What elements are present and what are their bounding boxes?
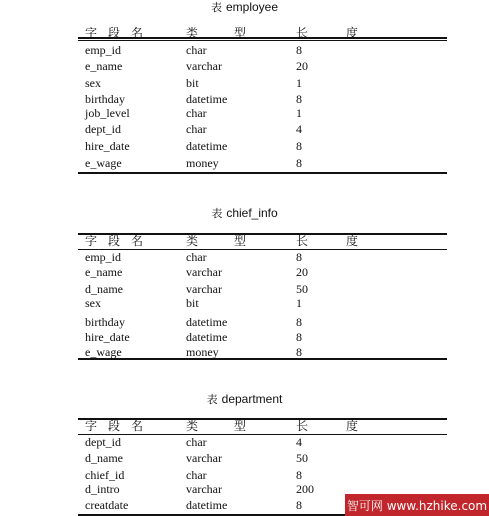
field-length-cell: 8 <box>296 139 302 153</box>
field-type-cell: datetime <box>186 92 228 106</box>
field-type-cell: char <box>186 468 207 482</box>
field-length-cell: 8 <box>296 345 302 359</box>
field-name-cell: birthday <box>85 92 125 106</box>
field-name-cell: birthday <box>85 315 125 329</box>
field-name-cell: e_wage <box>85 345 122 359</box>
field-type-cell: datetime <box>186 315 228 329</box>
column-header: 字段名 <box>85 419 155 433</box>
field-length-cell: 8 <box>296 330 302 344</box>
table-name: employee <box>225 0 279 14</box>
field-length-cell: 50 <box>296 282 308 296</box>
field-name-cell: hire_date <box>85 139 130 153</box>
table-title-prefix: 表 <box>211 208 223 220</box>
header-separator-rule <box>78 249 447 250</box>
site-watermark: 智可网 www.hzhike.com <box>345 494 489 516</box>
field-name-cell: emp_id <box>85 43 121 57</box>
field-name-cell: dept_id <box>85 435 121 449</box>
field-name-cell: job_level <box>85 106 130 120</box>
header-separator-rule <box>78 40 447 41</box>
field-length-cell: 20 <box>296 265 308 279</box>
table-bottom-rule <box>78 358 447 360</box>
column-header: 类型 <box>186 26 283 40</box>
field-type-cell: money <box>186 345 219 359</box>
table-name: chief_info <box>226 206 278 220</box>
field-type-cell: char <box>186 435 207 449</box>
field-length-cell: 8 <box>296 156 302 170</box>
field-length-cell: 8 <box>296 43 302 57</box>
field-type-cell: varchar <box>186 265 222 279</box>
field-length-cell: 4 <box>296 435 302 449</box>
field-type-cell: datetime <box>186 330 228 344</box>
field-length-cell: 8 <box>296 498 302 512</box>
field-type-cell: char <box>186 122 207 136</box>
table-title <box>0 392 489 407</box>
column-header: 长度 <box>296 26 397 40</box>
field-name-cell: e_wage <box>85 156 122 170</box>
field-name-cell: hire_date <box>85 330 130 344</box>
field-length-cell: 1 <box>296 106 302 120</box>
field-length-cell: 20 <box>296 59 308 73</box>
field-length-cell: 50 <box>296 451 308 465</box>
column-header: 类型 <box>186 419 283 433</box>
field-length-cell: 8 <box>296 315 302 329</box>
field-name-cell: emp_id <box>85 250 121 264</box>
field-type-cell: varchar <box>186 451 222 465</box>
field-name-cell: dept_id <box>85 122 121 136</box>
column-header: 字段名 <box>85 26 155 40</box>
table-bottom-rule <box>78 172 447 174</box>
column-header: 长度 <box>296 234 397 248</box>
field-type-cell: datetime <box>186 139 228 153</box>
field-type-cell: datetime <box>186 498 228 512</box>
field-name-cell: e_name <box>85 59 123 73</box>
header-separator-rule <box>78 434 447 435</box>
table-title <box>0 0 489 15</box>
field-name-cell: sex <box>85 76 101 90</box>
field-name-cell: creatdate <box>85 498 129 512</box>
field-length-cell: 200 <box>296 482 314 496</box>
field-name-cell: chief_id <box>85 468 125 482</box>
field-type-cell: varchar <box>186 59 222 73</box>
field-length-cell: 1 <box>296 76 302 90</box>
table-name: department <box>221 392 283 406</box>
column-header: 字段名 <box>85 234 155 248</box>
field-length-cell: 8 <box>296 468 302 482</box>
field-type-cell: char <box>186 250 207 264</box>
field-name-cell: sex <box>85 296 101 310</box>
field-type-cell: bit <box>186 76 199 90</box>
field-type-cell: bit <box>186 296 199 310</box>
field-name-cell: e_name <box>85 265 123 279</box>
field-name-cell: d_name <box>85 451 123 465</box>
field-length-cell: 8 <box>296 92 302 106</box>
column-header: 类型 <box>186 234 283 248</box>
column-header: 长度 <box>296 419 397 433</box>
field-type-cell: money <box>186 156 219 170</box>
field-name-cell: d_name <box>85 282 123 296</box>
field-name-cell: d_intro <box>85 482 120 496</box>
table-title <box>0 206 489 221</box>
field-type-cell: char <box>186 43 207 57</box>
field-length-cell: 8 <box>296 250 302 264</box>
field-length-cell: 1 <box>296 296 302 310</box>
table-title-prefix: 表 <box>206 394 218 406</box>
field-length-cell: 4 <box>296 122 302 136</box>
field-type-cell: varchar <box>186 482 222 496</box>
field-type-cell: char <box>186 106 207 120</box>
table-title-prefix: 表 <box>210 2 222 14</box>
field-type-cell: varchar <box>186 282 222 296</box>
